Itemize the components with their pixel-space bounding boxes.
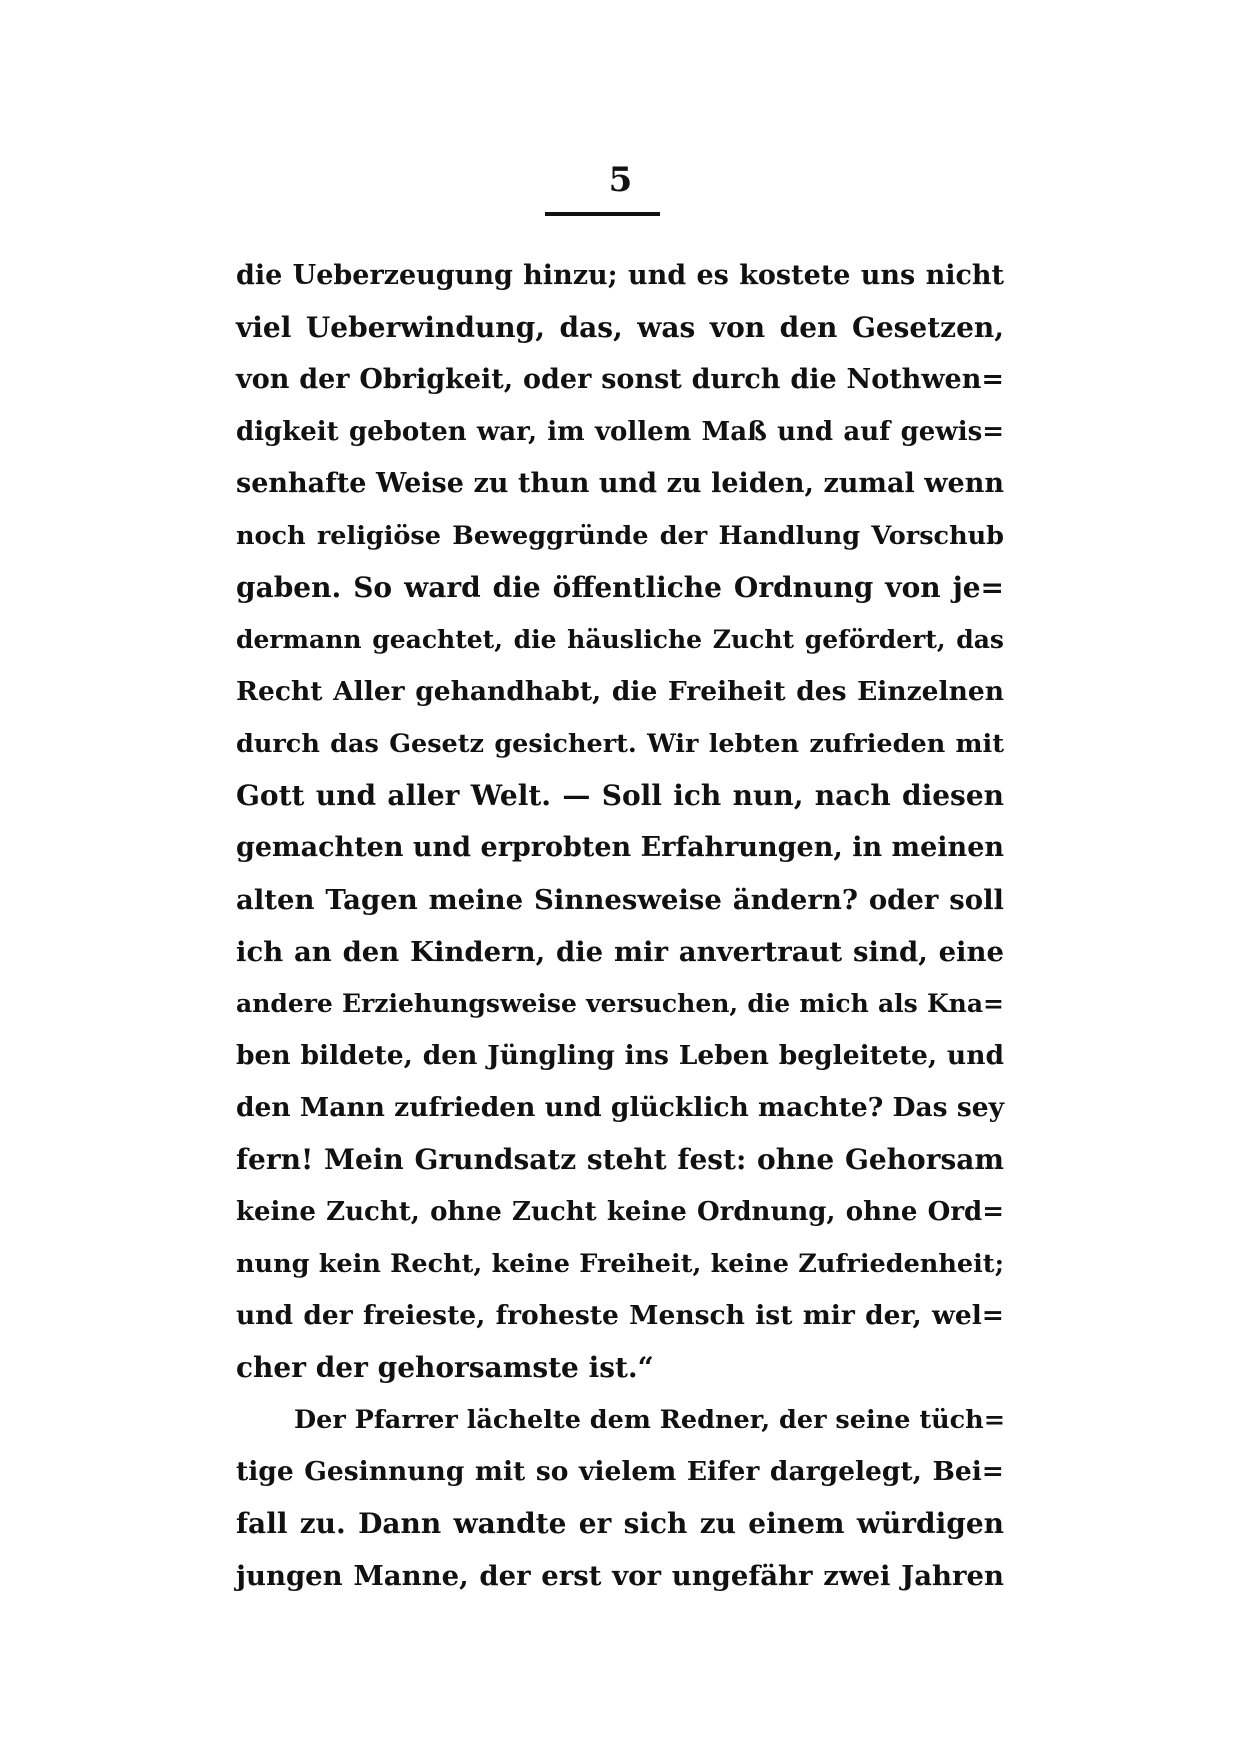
text-line: gaben. So ward die öffentliche Ordnung von je= bbox=[236, 571, 1004, 604]
text-line: und der freieste, froheste Mensch ist mir der, wel= bbox=[236, 1300, 1004, 1331]
text-line: alten Tagen meine Sinnesweise ändern? oder soll bbox=[236, 884, 1004, 916]
text-line: die Ueberzeugung hinzu; und es kostete uns nicht bbox=[236, 260, 1004, 291]
text-line: den Mann zufrieden und glücklich machte? Das sey bbox=[236, 1092, 1004, 1123]
text-line: Der Pfarrer lächelte dem Redner, der seine tüch= bbox=[294, 1405, 1006, 1435]
text-line: gemachten und erprobten Erfahrungen, in meinen bbox=[236, 832, 1004, 863]
text-line: noch religiöse Beweggründe der Handlung Vorschub bbox=[236, 521, 1004, 551]
text-line: ben bildete, den Jüngling ins Leben begleitete, und bbox=[236, 1040, 1004, 1071]
text-line: Gott und aller Welt. — Soll ich nun, nach diesen bbox=[236, 779, 1004, 812]
text-line: keine Zucht, ohne Zucht keine Ordnung, ohne Ord= bbox=[236, 1197, 1004, 1227]
text-line: dermann geachtet, die häusliche Zucht gefördert, das bbox=[236, 625, 1004, 654]
text-line: jungen Manne, der erst vor ungefähr zwei Jahren bbox=[236, 1560, 1004, 1592]
header-rule bbox=[545, 212, 660, 216]
text-line: fall zu. Dann wandte er sich zu einem würdigen bbox=[236, 1507, 1004, 1540]
text-line: tige Gesinnung mit so vielem Eifer dargelegt, Bei= bbox=[236, 1456, 1004, 1487]
text-line: durch das Gesetz gesichert. Wir lebten zufrieden mit bbox=[236, 729, 1004, 759]
body-text bbox=[236, 250, 1004, 1602]
text-line: cher der gehorsamste ist.“ bbox=[236, 1351, 654, 1384]
text-line: senhafte Weise zu thun und zu leiden, zumal wenn bbox=[236, 468, 1004, 499]
text-line: viel Ueberwindung, das, was von den Gesetzen, bbox=[236, 311, 1004, 344]
text-line: digkeit geboten war, im vollem Maß und auf gewis= bbox=[236, 417, 1004, 447]
text-line: andere Erziehungsweise versuchen, die mich als Kna= bbox=[236, 989, 1004, 1018]
text-line: Recht Aller gehandhabt, die Freiheit des Einzelnen bbox=[236, 676, 1004, 707]
text-line: fern! Mein Grundsatz steht fest: ohne Gehorsam bbox=[236, 1143, 1004, 1176]
text-line: nung kein Recht, keine Freiheit, keine Zufriedenheit; bbox=[236, 1249, 1004, 1279]
text-line: ich an den Kindern, die mir anvertraut sind, eine bbox=[236, 936, 1004, 968]
text-line: von der Obrigkeit, oder sonst durch die Nothwen= bbox=[236, 364, 1004, 395]
page-number: 5 bbox=[608, 160, 633, 200]
